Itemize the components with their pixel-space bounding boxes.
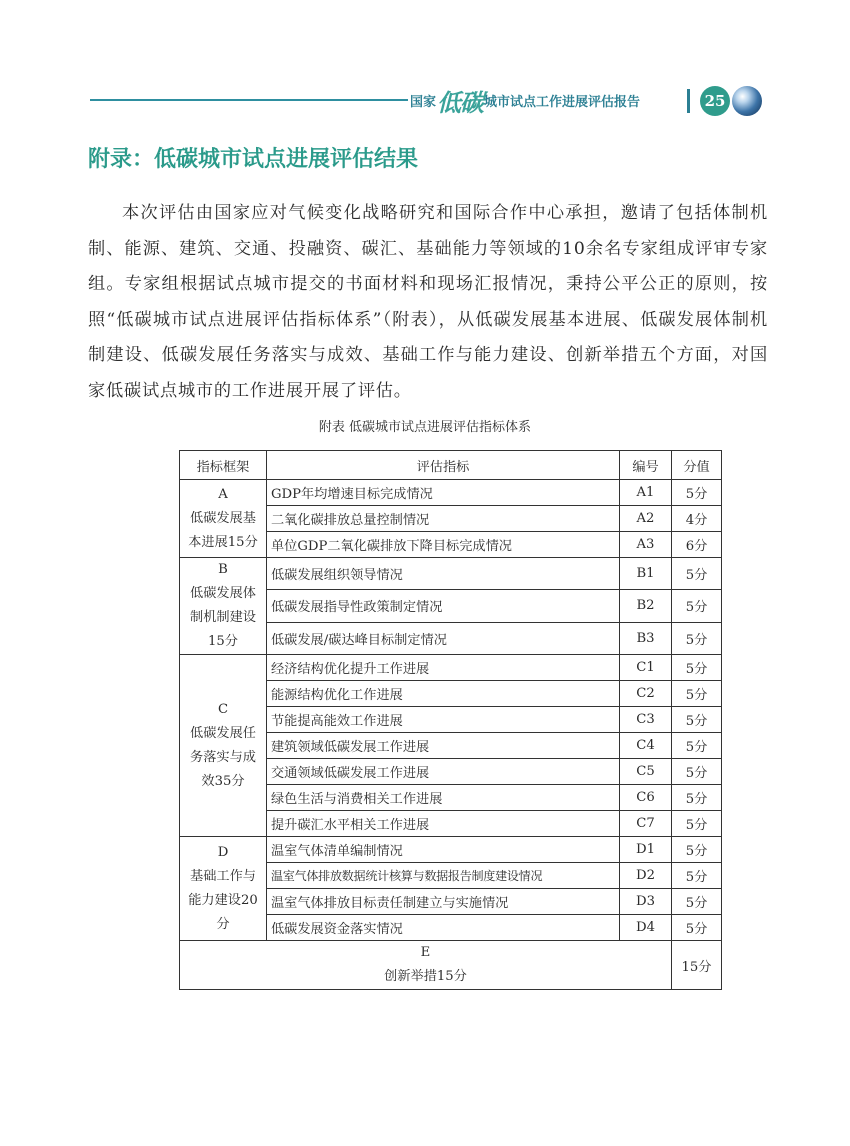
score-cell: 5分 xyxy=(672,622,722,654)
section-title: 附录：低碳城市试点进展评估结果 xyxy=(88,147,419,172)
header-indicator: 评估指标 xyxy=(267,451,620,480)
score-cell: 5分 xyxy=(672,863,722,889)
report-title-highlight: 低碳 xyxy=(437,87,484,117)
code-cell: D1 xyxy=(620,837,672,863)
indicator-cell: 交通领域低碳发展工作进展 xyxy=(267,759,620,785)
report-title xyxy=(410,86,641,117)
indicator-cell: GDP年均增速目标完成情况 xyxy=(267,480,620,506)
framework-name: 创新举措15分 xyxy=(384,969,467,984)
indicator-table xyxy=(179,450,722,990)
table-row xyxy=(180,941,722,990)
score-cell: 15分 xyxy=(672,941,722,990)
code-cell: C7 xyxy=(620,811,672,837)
indicator-cell: 提升碳汇水平相关工作进展 xyxy=(267,811,620,837)
score-cell: 5分 xyxy=(672,590,722,622)
score-cell: 5分 xyxy=(672,707,722,733)
score-cell: 4分 xyxy=(672,506,722,532)
page-number-badge: 25 xyxy=(700,86,730,116)
indicator-cell: 低碳发展/碳达峰目标制定情况 xyxy=(267,622,620,654)
indicator-cell: 温室气体排放数据统计核算与数据报告制度建设情况 xyxy=(267,863,620,889)
score-cell: 5分 xyxy=(672,889,722,915)
code-cell: D3 xyxy=(620,889,672,915)
score-cell: 5分 xyxy=(672,759,722,785)
code-cell: C3 xyxy=(620,707,672,733)
header-code: 编号 xyxy=(620,451,672,480)
indicator-cell: 温室气体清单编制情况 xyxy=(267,837,620,863)
intro-paragraph: 本次评估由国家应对气候变化战略研究和国际合作中心承担，邀请了包括体制机制、能源、建筑、交通、投融资、碳汇、基础能力等领域的10余名专家组成评审专家组。专家组根据试点城市提交的书面材料和现场汇报情况，秉持公平公正的原则，按照“低碳城市试点进展评估指标体系”（附表），从低碳发展基本进展、低碳发展体制机制建设、低碳发展任务落实与成效、基础工作与能力建设、创新举措五个方面，对国家低碳试点城市的工作进展开展了评估。 xyxy=(88,203,768,401)
indicator-cell: 节能提高能效工作进展 xyxy=(267,707,620,733)
framework-name: 低碳发展基本进展15分 xyxy=(188,510,258,550)
indicator-cell: 低碳发展指导性政策制定情况 xyxy=(267,590,620,622)
framework-letter: A xyxy=(218,486,228,502)
framework-letter: B xyxy=(218,562,228,577)
score-cell: 5分 xyxy=(672,837,722,863)
indicator-cell: 低碳发展资金落实情况 xyxy=(267,915,620,941)
score-cell: 5分 xyxy=(672,915,722,941)
code-cell: B3 xyxy=(620,622,672,654)
table-row xyxy=(180,655,722,681)
framework-letter: E xyxy=(420,945,431,960)
score-cell: 5分 xyxy=(672,558,722,590)
code-cell: C5 xyxy=(620,759,672,785)
score-cell: 5分 xyxy=(672,681,722,707)
framework-name: 低碳发展体制机制建设15分 xyxy=(190,586,256,649)
framework-name: 低碳发展任务落实与成效35分 xyxy=(190,725,256,789)
framework-name: 基础工作与能力建设20分 xyxy=(188,868,258,932)
framework-letter: C xyxy=(217,701,229,717)
indicator-cell: 二氧化碳排放总量控制情况 xyxy=(267,506,620,532)
indicator-cell: 低碳发展组织领导情况 xyxy=(267,558,620,590)
code-cell: A2 xyxy=(620,506,672,532)
code-cell: C1 xyxy=(620,655,672,681)
report-title-suffix: 城市试点工作进展评估报告 xyxy=(484,94,641,110)
code-cell: A1 xyxy=(620,480,672,506)
score-cell: 5分 xyxy=(672,655,722,681)
table-caption: 附表 低碳城市试点进展评估指标体系 xyxy=(318,420,532,435)
report-title-prefix: 国家 xyxy=(410,94,437,110)
code-cell: C2 xyxy=(620,681,672,707)
code-cell: A3 xyxy=(620,532,672,558)
framework-cell-c xyxy=(180,655,267,837)
code-cell: B2 xyxy=(620,590,672,622)
table-row xyxy=(180,558,722,590)
score-cell: 5分 xyxy=(672,733,722,759)
code-cell: C6 xyxy=(620,785,672,811)
score-cell: 5分 xyxy=(672,811,722,837)
score-cell: 5分 xyxy=(672,785,722,811)
table-row xyxy=(180,837,722,863)
header-separator xyxy=(687,89,690,113)
code-cell: D4 xyxy=(620,915,672,941)
indicator-cell: 建筑领域低碳发展工作进展 xyxy=(267,733,620,759)
framework-letter: D xyxy=(217,844,229,860)
framework-cell-e xyxy=(180,941,672,990)
globe-icon xyxy=(732,86,762,116)
indicator-cell: 绿色生活与消费相关工作进展 xyxy=(267,785,620,811)
code-cell: C4 xyxy=(620,733,672,759)
code-cell: B1 xyxy=(620,558,672,590)
header-rule xyxy=(90,99,408,101)
indicator-cell: 单位GDP二氧化碳排放下降目标完成情况 xyxy=(267,532,620,558)
framework-cell-b xyxy=(180,558,267,655)
score-cell: 6分 xyxy=(672,532,722,558)
indicator-cell: 温室气体排放目标责任制建立与实施情况 xyxy=(267,889,620,915)
table-header-row xyxy=(180,451,722,480)
indicator-cell: 能源结构优化工作进展 xyxy=(267,681,620,707)
score-cell: 5分 xyxy=(672,480,722,506)
header-framework: 指标框架 xyxy=(180,451,267,480)
table-row xyxy=(180,480,722,506)
framework-cell-d xyxy=(180,837,267,941)
code-cell: D2 xyxy=(620,863,672,889)
framework-cell-a xyxy=(180,480,267,558)
header-score: 分值 xyxy=(672,451,722,480)
indicator-cell: 经济结构优化提升工作进展 xyxy=(267,655,620,681)
